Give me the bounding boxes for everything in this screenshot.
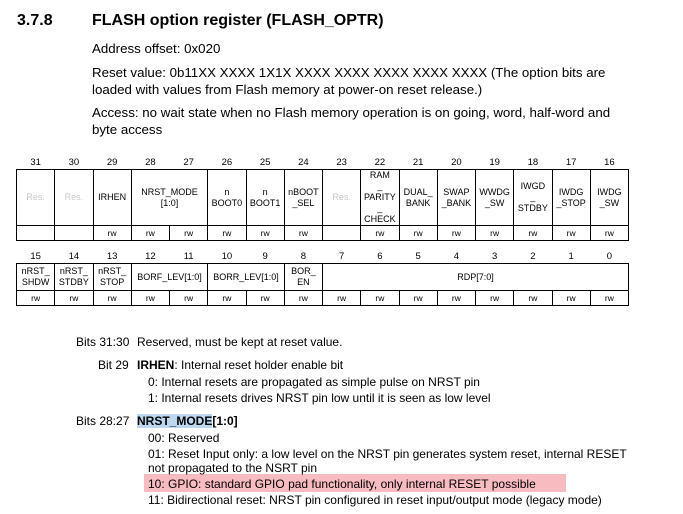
access-cell-17: rw [552,226,590,241]
bit-number-27: 27 [183,156,194,168]
nrst-mode-option-11: 11: Bidirectional reset: NRST pin configured in reset input/output mode (legacy mode) [148,493,602,507]
nrst-mode-option-00: 00: Reserved [148,431,220,445]
access-cell-29: rw [93,226,131,241]
field-iwdg-sw-h14: IWDG _SW [590,170,628,226]
reset-value-line-2: loaded with values from Flash memory at power-on reset release.) [92,82,483,97]
field-nrst-stop-l2: nRST_ STOP [93,264,131,291]
access-cell-23 [323,226,361,241]
irhen-desc: : Internal reset holder enable bit [174,358,344,372]
bit-number-1: 1 [568,250,574,262]
access-cell-20: rw [437,226,475,241]
access-line-1: Access: no wait state when no Flash memory operation is on going, word, half-word and [92,105,611,120]
access-cell-5: rw [399,291,437,306]
nrst-mode-option-01: 01: Reset Input only: a low level on the NRST pin generates system reset, internal RESET [148,447,627,461]
field-bor-en-l5: BOR_ EN [284,264,322,291]
access-cell-25: rw [246,226,284,241]
bit-number-8: 8 [300,250,307,262]
nrst-mode-name: NRST_MODE [137,414,213,428]
field-row-low [17,264,629,291]
access-cell-18: rw [514,226,552,241]
bit-number-13: 13 [106,250,118,262]
bit-number-0: 0 [606,250,613,262]
bit-number-14: 14 [68,250,80,262]
irhen-option-0: 0: Internal resets are propagated as simple pulse on NRST pin [148,375,480,389]
access-cell-28: rw [131,226,169,241]
access-cell-1: rw [552,291,590,306]
access-cell-4: rw [437,291,475,306]
field-irhen-h2: IRHEN [93,170,131,226]
bit-number-12: 12 [145,250,156,262]
access-cell-16: rw [590,226,628,241]
access-cell-11: rw [170,291,208,306]
bit-number-15: 15 [30,250,41,262]
bits-31-30-text: Reserved, must be kept at reset value. [137,335,343,349]
access-cell-27: rw [170,226,208,241]
bit-number-26: 26 [221,156,233,168]
access-line-2: byte access [92,122,163,137]
field-borf-lev-1-0-l3: BORF_LEV[1:0] [131,264,208,291]
bits-28-27-label: Bits 28:27 [76,414,130,428]
access-cell-7: rw [323,291,361,306]
access-cell-21: rw [399,226,437,241]
bit-number-4: 4 [453,250,460,262]
field-nrst-mode-1-0-h3: NRST_MODE [1:0] [131,170,208,226]
access-row-low [17,291,629,306]
access-cell-30 [55,226,93,241]
field-n-boot0-h4: n BOOT0 [208,170,246,226]
field-nboot-sel-h6: nBOOT _SEL [284,170,322,226]
field-reserved-h0: Res. [17,170,55,226]
nrst-mode-suffix: [1:0] [212,414,238,428]
access-cell-14: rw [55,291,93,306]
access-cell-24: rw [284,226,322,241]
bit-number-24: 24 [298,156,309,168]
bit-number-23: 23 [336,156,347,168]
bit-number-28: 28 [145,156,156,168]
bit-number-18: 18 [527,156,539,168]
register-table-high [16,155,629,241]
field-wwdg-sw-h11: WWDG _SW [476,170,514,226]
field-n-boot1-h5: n BOOT1 [246,170,284,226]
field-row-high [17,170,629,226]
field-dual-bank-h9: DUAL_ BANK [399,170,437,226]
bits-31-30-label: Bits 31:30 [76,335,130,349]
nrst-mode-option-01-cont: not propagated to the NSRT pin [148,461,318,475]
bit-number-row-low [17,249,629,264]
bit-number-7: 7 [338,250,345,262]
field-nrst-stdby-l1: nRST_ STDBY [55,264,93,291]
bit-number-31: 31 [30,156,41,168]
access-row-high [17,226,629,241]
access-cell-0: rw [590,291,628,306]
bit-number-row-high [17,155,629,170]
bits-28-27-title [137,414,238,429]
bit-number-21: 21 [412,156,424,168]
field-reserved-h7: Res. [323,170,361,226]
bit-number-9: 9 [262,250,268,262]
bit-number-17: 17 [565,156,577,168]
bit-29-title [137,358,343,373]
access-cell-2: rw [514,291,552,306]
irhen-name: IRHEN [137,358,175,372]
access-cell-26: rw [208,226,246,241]
bit-number-6: 6 [377,250,383,262]
bit-number-10: 10 [221,250,233,262]
access-cell-31 [17,226,55,241]
bit-number-5: 5 [415,250,421,262]
field-rdp-7-0-l6: RDP[7:0] [323,264,629,291]
bit-number-30: 30 [68,156,80,168]
bit-number-16: 16 [604,156,615,168]
bit-number-25: 25 [259,156,271,168]
field-iwdg-stop-h13: IWDG _STOP [552,170,590,226]
bit-29-label: Bit 29 [98,358,129,372]
bit-number-20: 20 [451,156,462,168]
bit-number-19: 19 [489,156,500,168]
access-cell-3: rw [476,291,514,306]
bit-number-3: 3 [491,250,498,262]
field-iwgd-stdby-h12: IWGD _ STDBY [514,170,552,226]
access-cell-13: rw [93,291,131,306]
address-offset: Address offset: 0x020 [92,41,221,56]
access-cell-9: rw [246,291,284,306]
field-swap-bank-h10: SWAP _BANK [437,170,475,226]
access-cell-19: rw [476,226,514,241]
register-table-low [16,249,629,306]
bit-number-11: 11 [183,250,194,262]
section-title: FLASH option register (FLASH_OPTR) [92,12,384,29]
bit-number-22: 22 [374,156,386,168]
access-cell-12: rw [131,291,169,306]
field-reserved-h1: Res. [55,170,93,226]
section-number: 3.7.8 [17,12,53,29]
access-cell-6: rw [361,291,399,306]
field-ram-parity-check-h8: RAM _ PARITY _ CHECK [361,170,399,226]
irhen-option-1: 1: Internal resets drives NRST pin low until it is seen as low level [148,391,491,405]
access-cell-8: rw [284,291,322,306]
bit-number-29: 29 [106,156,118,168]
bit-number-2: 2 [530,250,536,262]
access-cell-15: rw [17,291,55,306]
field-borr-lev-1-0-l4: BORR_LEV[1:0] [208,264,285,291]
field-nrst-shdw-l0: nRST_ SHDW [17,264,55,291]
access-cell-22: rw [361,226,399,241]
reset-value-line-1: Reset value: 0b11XX XXXX 1X1X XXXX XXXX XXXX XXXX XXXX (The option bits are [92,65,606,80]
access-cell-10: rw [208,291,246,306]
nrst-mode-option-10: 10: GPIO: standard GPIO pad functionality, only internal RESET possible [148,477,536,491]
